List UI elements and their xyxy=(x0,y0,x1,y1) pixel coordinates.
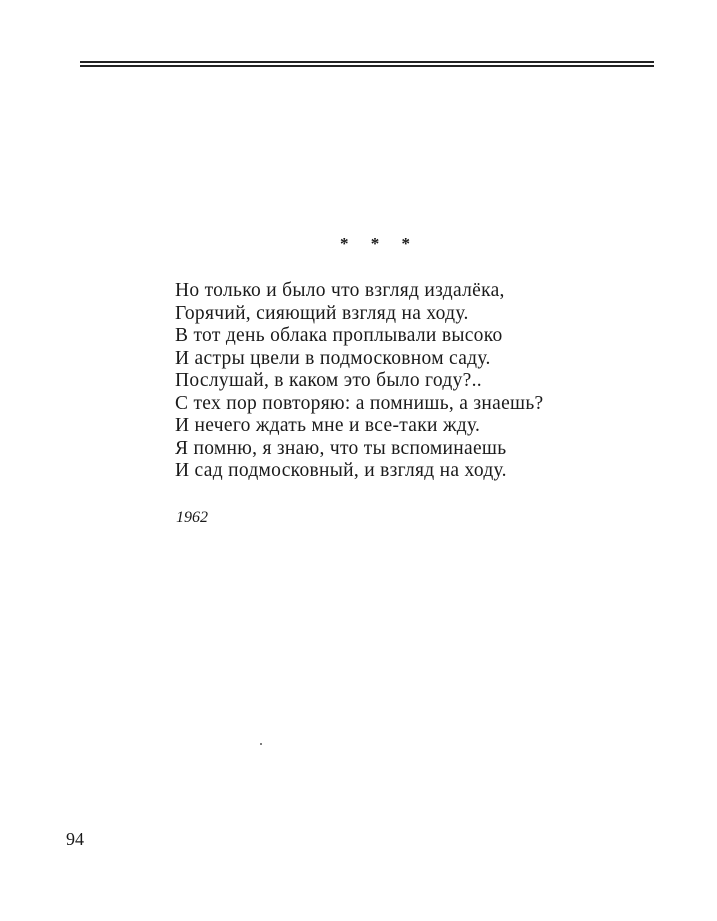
section-separator: * * * xyxy=(340,234,419,253)
poem-line: И нечего ждать мне и все-таки жду. xyxy=(175,415,481,436)
poem-line: И астры цвели в подмосковном саду. xyxy=(175,347,491,369)
header-rule-bottom xyxy=(80,65,654,67)
header-double-rule xyxy=(80,61,654,67)
poem-line: И сад подмосковный, и взгляд на ходу. xyxy=(175,460,507,481)
poem-line: Но только и было что взгляд издалёка, xyxy=(175,280,505,301)
poem-line: С тех пор повторяю: а помнишь, а знаешь? xyxy=(175,392,544,414)
poem-text xyxy=(175,280,645,483)
poem-year: 1962 xyxy=(176,509,208,526)
poem-line: Я помню, я знаю, что ты вспоминаешь xyxy=(175,437,507,459)
header-rule-top xyxy=(80,61,654,63)
poem-line: Послушай, в каком это было году?.. xyxy=(175,370,482,391)
poem-line: Горячий, сияющий взгляд на ходу. xyxy=(175,302,469,324)
poem-line: В тот день облака проплывали высоко xyxy=(175,325,503,346)
page-number: 94 xyxy=(66,829,84,849)
print-speck xyxy=(260,743,262,745)
